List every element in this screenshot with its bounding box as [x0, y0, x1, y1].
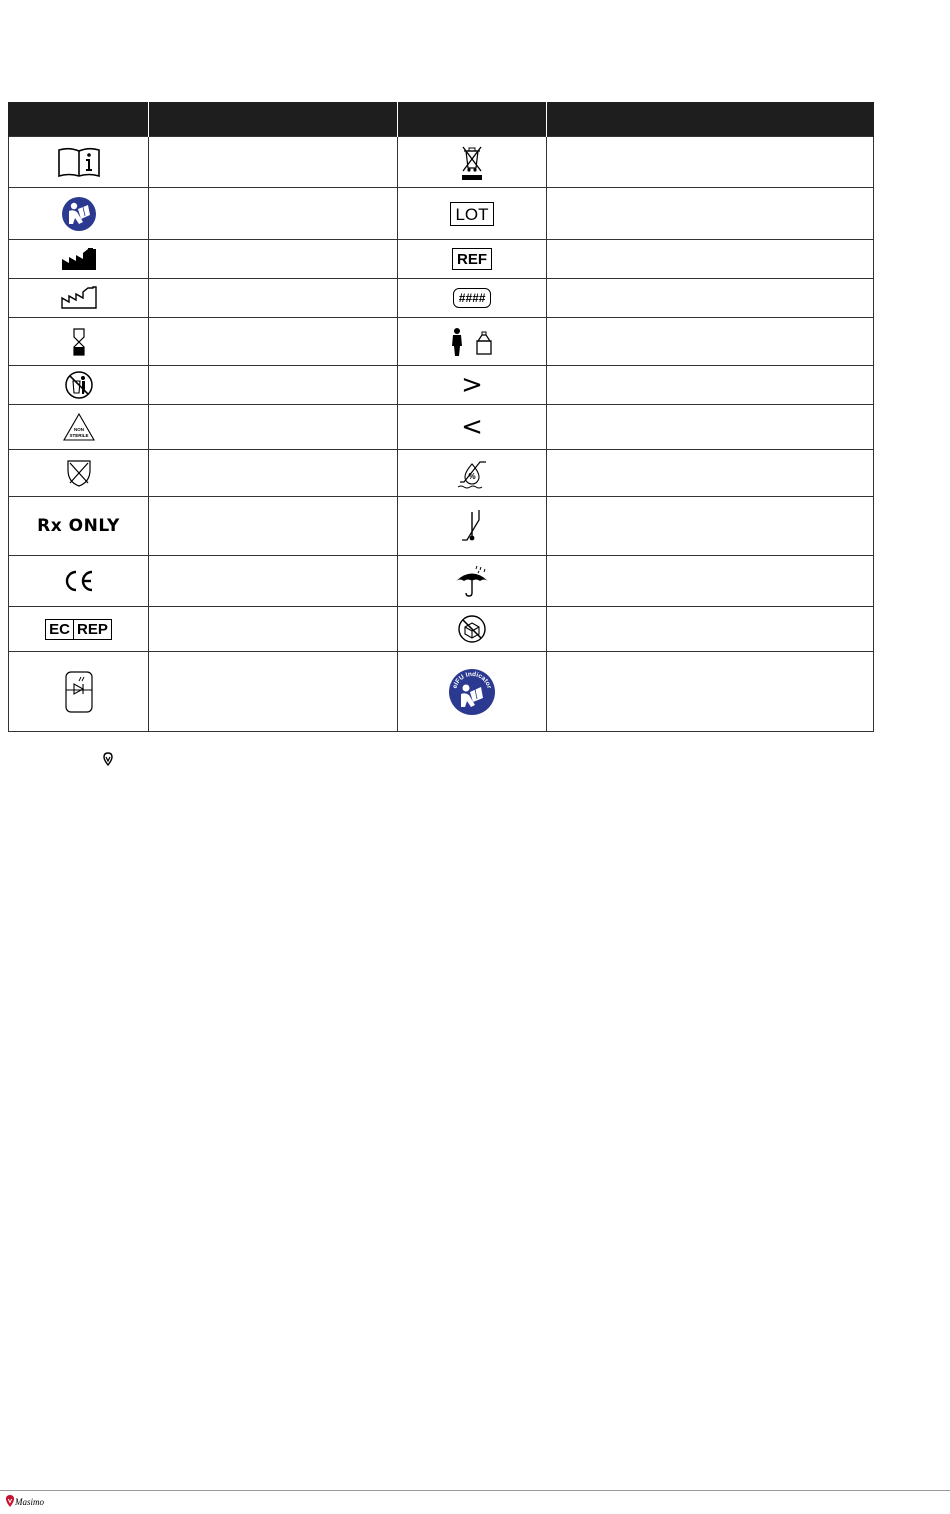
- symbol-cell: [398, 405, 547, 450]
- symbol-cell: [398, 556, 547, 607]
- follow-instructions-icon: [61, 196, 97, 232]
- ref-symbol: REF: [452, 248, 492, 270]
- keep-dry-icon: [453, 564, 491, 598]
- rx-only-symbol: Rx ONLY: [37, 516, 120, 536]
- date-of-manufacture-icon: [60, 286, 98, 310]
- table-row: [9, 405, 874, 450]
- table-row: [9, 450, 874, 497]
- description-cell: [547, 405, 874, 450]
- symbol-cell: [9, 240, 149, 279]
- svg-text:NON: NON: [73, 427, 84, 432]
- description-cell: [547, 318, 874, 366]
- table-row: [9, 607, 874, 652]
- table-row: [9, 318, 874, 366]
- masimo-symbol-icon: [103, 752, 113, 771]
- ec-rep-symbol: [45, 619, 112, 640]
- description-cell: [149, 240, 398, 279]
- description-cell: [547, 497, 874, 556]
- symbol-cell: [9, 652, 149, 732]
- description-cell: [547, 366, 874, 405]
- table-row: [9, 137, 874, 188]
- ce-mark-icon: [63, 569, 95, 593]
- symbol-cell: [9, 318, 149, 366]
- description-cell: [149, 137, 398, 188]
- footer-divider: [0, 1490, 950, 1491]
- description-cell: [547, 607, 874, 652]
- description-cell: [547, 240, 874, 279]
- eifu-indicator-text: eIFU Indicator: [451, 670, 493, 689]
- header-description-left: [149, 102, 398, 137]
- symbol-cell: [9, 366, 149, 405]
- weee-disposal-icon: [459, 143, 485, 181]
- non-sterile-icon: [62, 412, 96, 442]
- header-symbol-right: [398, 102, 547, 137]
- description-cell: [149, 318, 398, 366]
- description-cell: [547, 652, 874, 732]
- use-by-date-icon: [71, 327, 87, 357]
- description-cell: [547, 556, 874, 607]
- description-cell: [547, 188, 874, 240]
- description-cell: [149, 188, 398, 240]
- symbol-cell: [398, 137, 547, 188]
- symbol-cell: [9, 405, 149, 450]
- symbol-cell: [398, 497, 547, 556]
- symbol-cell: [9, 497, 149, 556]
- table-row: [9, 497, 874, 556]
- less-than-symbol: <: [461, 412, 483, 442]
- description-cell: [547, 137, 874, 188]
- description-cell: [149, 279, 398, 318]
- masimo-wordmark: Masimo: [15, 1497, 44, 1507]
- symbol-cell: [398, 279, 547, 318]
- consult-instructions-icon: [57, 145, 101, 179]
- symbol-cell: [398, 607, 547, 652]
- symbol-cell: [9, 450, 149, 497]
- symbol-cell: [398, 240, 547, 279]
- eifu-indicator-icon: [448, 668, 496, 716]
- symbol-table: [8, 102, 874, 732]
- table-row: [9, 366, 874, 405]
- serial-number-symbol: ####: [453, 288, 492, 308]
- table-row: [9, 240, 874, 279]
- table-row: [9, 652, 874, 732]
- symbol-cell: [398, 188, 547, 240]
- description-cell: [149, 652, 398, 732]
- description-cell: [149, 556, 398, 607]
- description-cell: [149, 405, 398, 450]
- symbol-cell: [9, 137, 149, 188]
- description-cell: [149, 607, 398, 652]
- temperature-limitation-icon: [457, 506, 487, 546]
- symbol-cell: [9, 188, 149, 240]
- table-row: [9, 279, 874, 318]
- greater-than-symbol: >: [461, 370, 483, 400]
- table-row: [9, 188, 874, 240]
- ec-box: EC: [45, 619, 74, 640]
- symbol-cell: [9, 556, 149, 607]
- description-cell: [149, 497, 398, 556]
- do-not-discard-icon: [64, 370, 94, 400]
- symbol-cell: [398, 366, 547, 405]
- patient-weight-icon: [447, 327, 497, 357]
- svg-text:STERILE: STERILE: [68, 433, 89, 438]
- lot-symbol: LOT: [450, 202, 493, 226]
- symbol-cell: [9, 607, 149, 652]
- symbol-cell: [398, 652, 547, 732]
- description-cell: [547, 279, 874, 318]
- symbol-cell: [9, 279, 149, 318]
- description-cell: [149, 366, 398, 405]
- table-header-row: [9, 102, 874, 137]
- table-row: [9, 556, 874, 607]
- description-cell: [547, 450, 874, 497]
- description-cell: [149, 450, 398, 497]
- header-symbol-left: [9, 102, 149, 137]
- symbol-cell: [398, 450, 547, 497]
- svg-text:%: %: [468, 472, 476, 481]
- do-not-use-if-damaged-icon: [457, 614, 487, 644]
- rep-box: REP: [74, 619, 112, 640]
- header-description-right: [547, 102, 874, 137]
- masimo-logo-icon: [6, 1494, 44, 1513]
- latex-free-icon: [65, 458, 93, 488]
- light-emitting-diode-icon: [64, 670, 94, 714]
- symbol-cell: [398, 318, 547, 366]
- humidity-limitation-icon: [452, 454, 492, 492]
- manufacturer-icon: [60, 247, 98, 271]
